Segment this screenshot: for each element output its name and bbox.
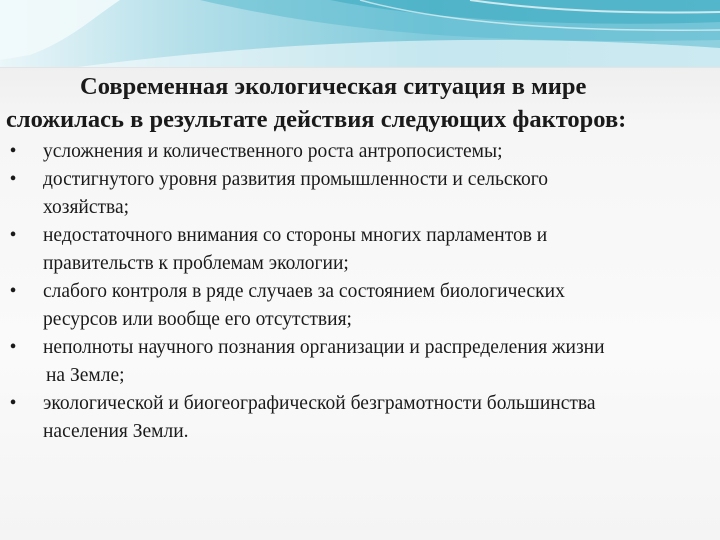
factor-list [0,138,720,446]
bullet-icon: • [9,393,17,414]
item-text-continued: населения Земли. [43,421,189,442]
item-text: экологической и биогеографической безграмотности большинства [43,393,596,414]
list-item [0,334,720,390]
item-text: слабого контроля в ряде случаев за состоянием биологических [43,281,565,302]
item-text: недостаточного внимания со стороны многих парламентов и [43,225,548,246]
item-text-continued: правительств к проблемам экологии; [43,253,349,274]
list-item [0,390,720,446]
slide-title [0,70,720,136]
bullet-icon: • [9,225,17,246]
item-text: достигнутого уровня развития промышленности и сельского [43,169,549,190]
list-item [0,278,720,334]
item-text: усложнения и количественного роста антропосистемы; [43,141,503,162]
list-item [0,222,720,278]
bullet-icon: • [9,141,17,162]
item-text-continued: хозяйства; [43,197,130,218]
item-text-continued: на Земле; [46,365,125,386]
title-line-1: Современная экологическая ситуация в мире [80,73,587,100]
list-item [0,138,720,166]
item-text-continued: ресурсов или вообще его отсутствия; [43,309,352,330]
list-item [0,166,720,222]
item-text: неполноты научного познания организации и распределения жизни [43,337,605,358]
bullet-icon: • [9,281,17,302]
bullet-icon: • [9,337,17,358]
bullet-icon: • [9,169,17,190]
title-line-2: сложилась в результате действия следующих факторов: [6,106,627,133]
